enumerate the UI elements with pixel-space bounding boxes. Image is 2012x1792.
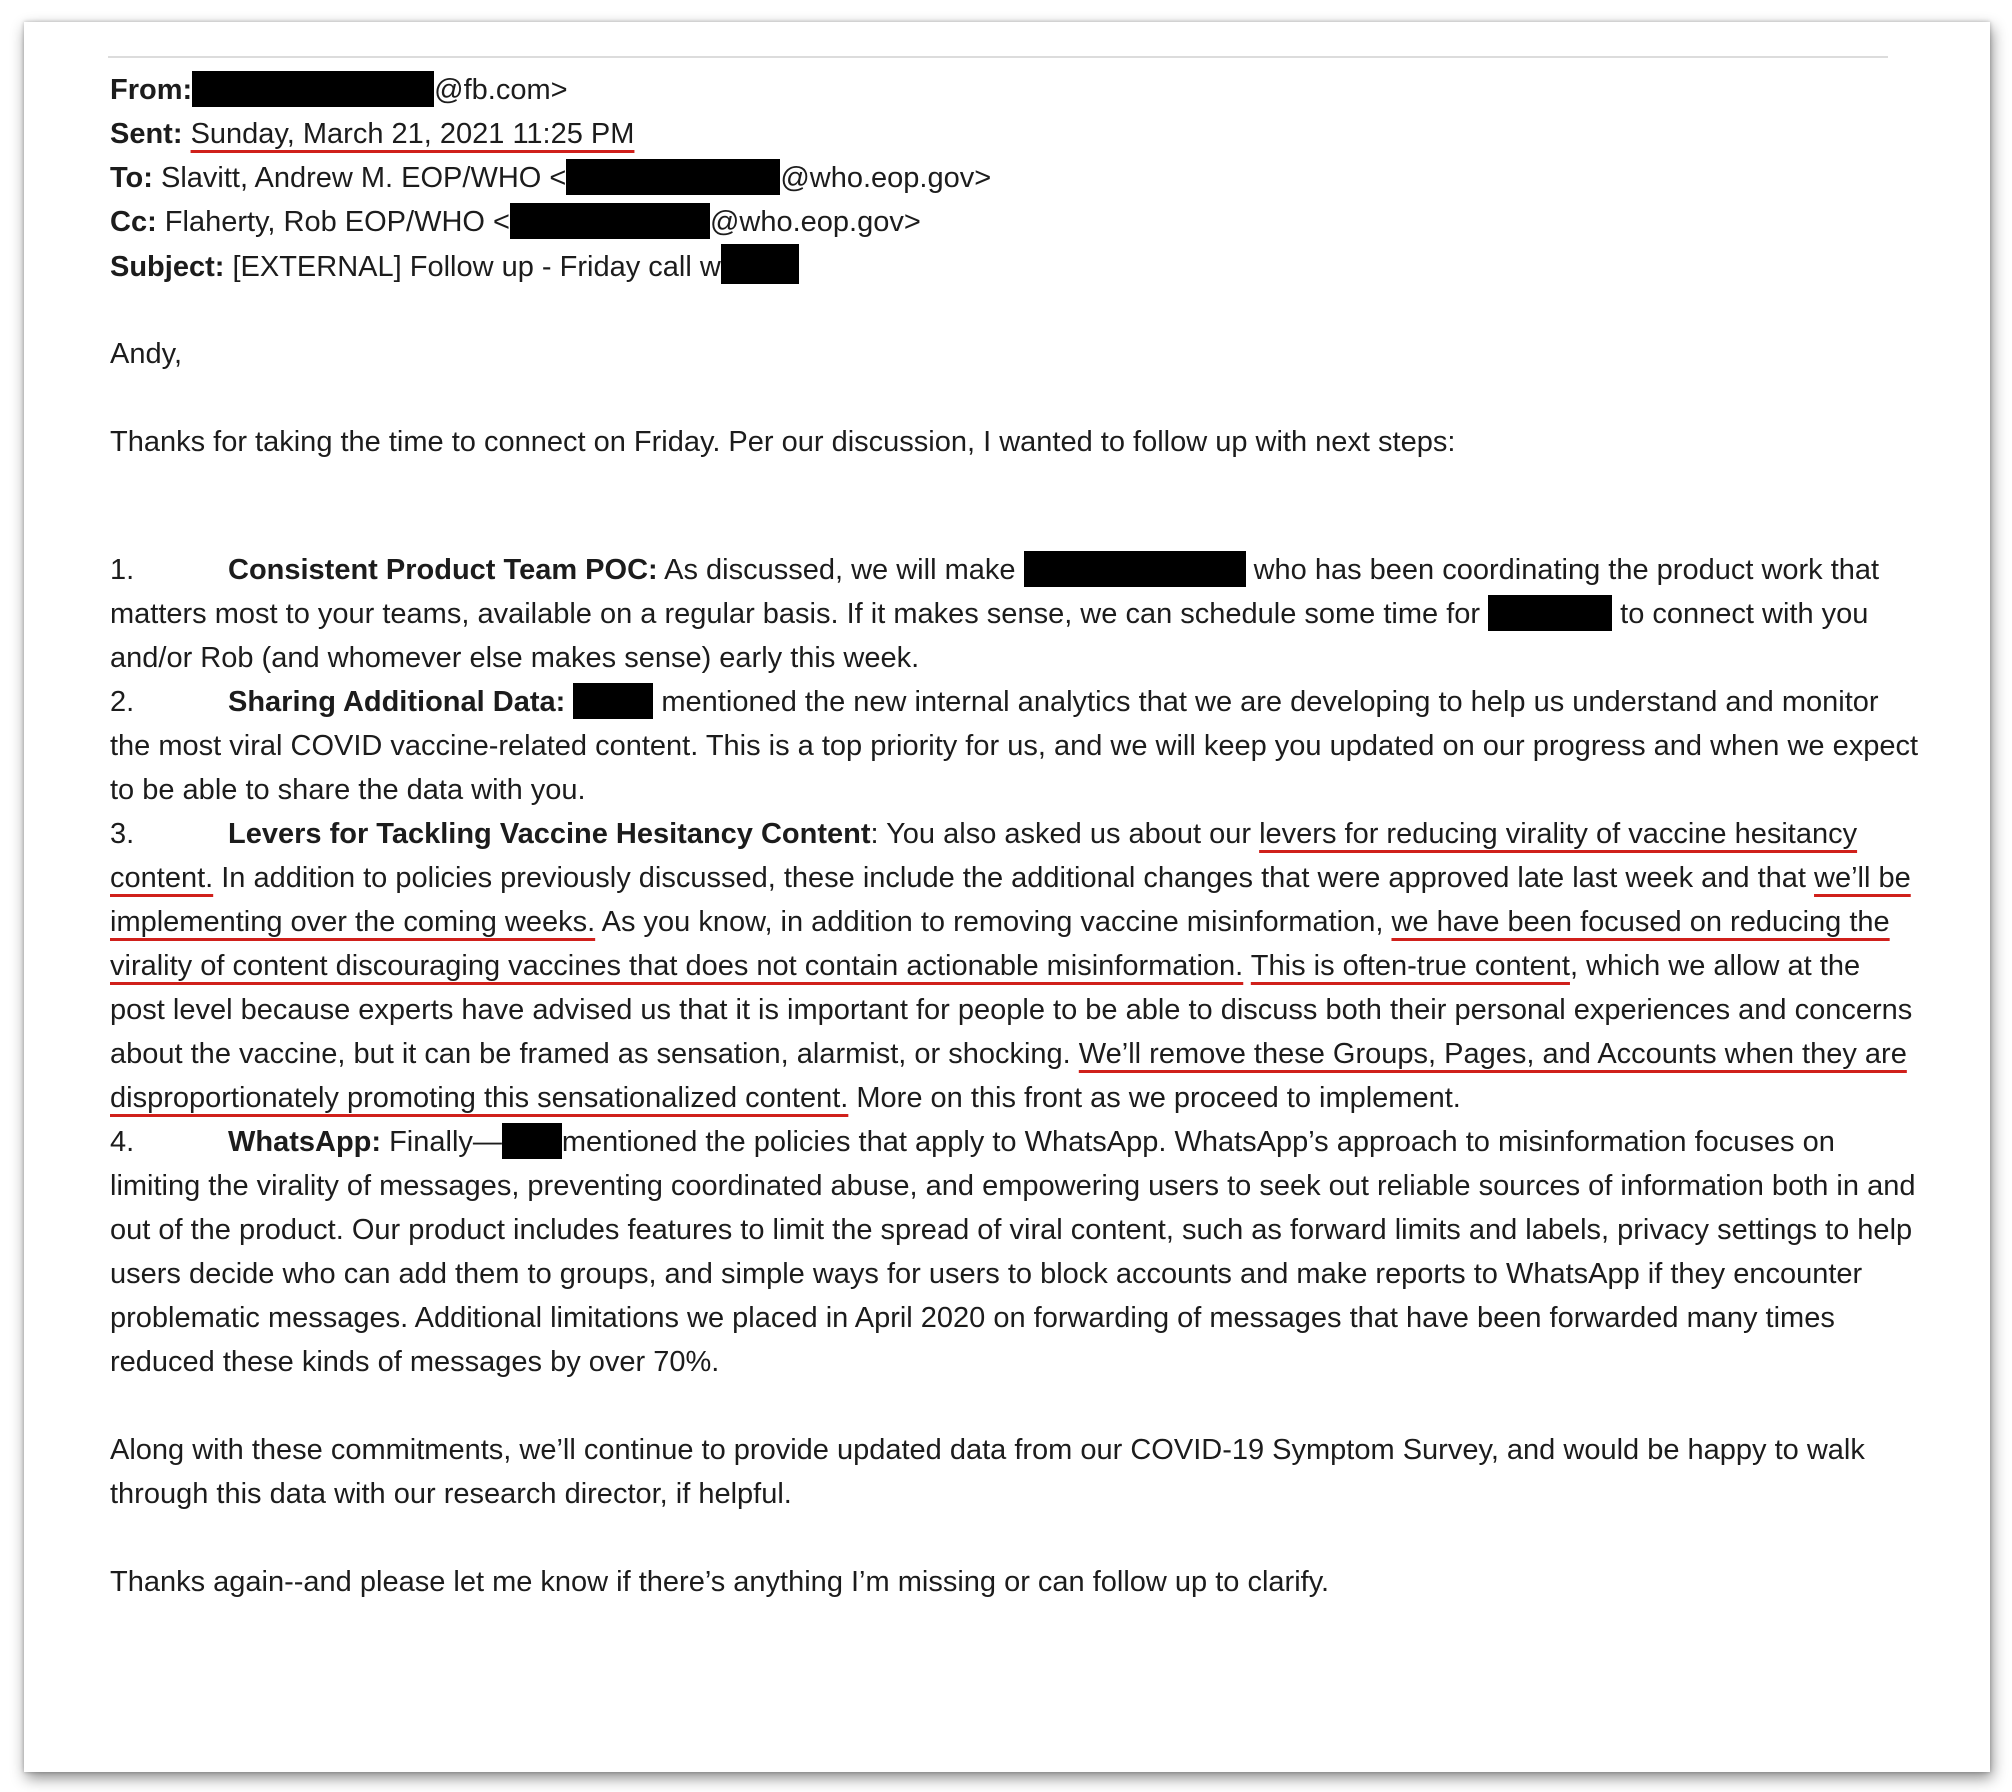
redaction-box [192, 71, 434, 107]
item-title: Levers for Tackling Vaccine Hesitancy Content [228, 818, 871, 850]
redaction-box [721, 244, 799, 284]
top-divider [108, 56, 1888, 58]
item-number: 2. [110, 686, 135, 718]
from-label: From: [110, 74, 193, 106]
email-printout [24, 22, 1990, 1772]
item-text: mentioned the new internal analytics that we are developing to help us understand and monitor the most viral COVID vaccine-related content. This is a top priority for us, and we will keep you updated on our progress and when we expect to be able to share the data with you. [110, 686, 1919, 806]
subject-value: [EXTERNAL] Follow up - Friday call w [232, 251, 721, 283]
email-body [110, 68, 1920, 1604]
cc-domain: @who.eop.gov> [709, 206, 921, 238]
closing-paragraph: Along with these commitments, we’ll continue to provide updated data from our COVID-19 Symptom Survey, and would be happy to walk through this data with our research director, if helpful. [110, 1434, 1865, 1510]
to-name: Slavitt, Andrew M. EOP/WHO < [161, 162, 567, 194]
item-title: Consistent Product Team POC: [228, 554, 658, 586]
redaction-box [573, 683, 653, 719]
item-number: 4. [110, 1126, 135, 1158]
underlined-phrase: we’ll be implementing over the coming weeks. [110, 862, 1911, 938]
redaction-box [1024, 551, 1246, 587]
underlined-phrase: levers for reducing virality of vaccine hesitancy content. [110, 818, 1858, 894]
item-text: : You also asked us about our [870, 818, 1260, 850]
redaction-box [1488, 595, 1612, 631]
cc-name: Flaherty, Rob EOP/WHO < [164, 206, 510, 238]
list-item-whatsapp [110, 1120, 1920, 1384]
item-text: who has been coordinating the product work that matters most to your teams, available on a regular basis. If it makes sense, we can schedule some time for [110, 554, 1880, 630]
item-text: In addition to policies previously discussed, these include the additional changes that were approved late last week and that [213, 862, 1815, 894]
item-text: to connect with you and/or Rob (and whomever else makes sense) early this week. [110, 598, 1869, 674]
cc-label: Cc: [110, 206, 157, 238]
intro-paragraph: Thanks for taking the time to connect on Friday. Per our discussion, I wanted to follow up with next steps: [110, 426, 1456, 458]
item-number: 3. [110, 818, 135, 850]
list-item-levers [110, 812, 1920, 1120]
item-text: mentioned the policies that apply to WhatsApp. WhatsApp’s approach to misinformation focuses on limiting the virality of messages, preventing coordinated abuse, and empowering users to seek out reliable sources of information both in and out of the product. Our product includes features to limit the spread of viral content, such as forward limits and labels, privacy settings to help users decide who can add them to groups, and simple ways for users to block accounts and make reports to WhatsApp if they encounter problematic messages. Additional limitations we placed in April 2020 on forwarding of messages that have been forwarded many times reduced these kinds of messages by over 70%. [110, 1126, 1916, 1378]
underlined-phrase: We’ll remove these Groups, Pages, and Accounts when they are disproportionately promoting this sensationalized content. [110, 1038, 1907, 1114]
to-line [110, 156, 1920, 200]
underlined-phrase: This is often-true content [1250, 950, 1570, 982]
cc-line [110, 200, 1920, 244]
list-item-data [110, 680, 1920, 812]
subject-label: Subject: [110, 251, 225, 283]
list-item-poc [110, 548, 1920, 680]
greeting: Andy, [110, 338, 183, 370]
from-line [110, 68, 1920, 112]
redaction-box [502, 1123, 562, 1159]
item-title: WhatsApp: [228, 1126, 382, 1158]
item-text: More on this front as we proceed to implement. [848, 1082, 1461, 1114]
item-text: As you know, in addition to removing vaccine misinformation, [595, 906, 1392, 938]
subject-line [110, 244, 1920, 288]
to-domain: @who.eop.gov> [780, 162, 992, 194]
item-text: Finally— [381, 1126, 502, 1158]
item-text: , which we allow at the post level because experts have advised us that it is important for people to be able to discuss both their personal experiences and concerns about the vaccine, but it can be framed as sensation, alarmist, or shocking. [110, 950, 1913, 1070]
item-text: As discussed, we will make [657, 554, 1024, 586]
sent-line [110, 112, 1920, 156]
redaction-box [566, 159, 780, 195]
item-number: 1. [110, 554, 135, 586]
to-label: To: [110, 162, 153, 194]
signoff-paragraph: Thanks again--and please let me know if there’s anything I’m missing or can follow up to clarify. [110, 1566, 1330, 1598]
item-title: Sharing Additional Data: [228, 686, 566, 718]
next-steps-list [110, 548, 1920, 1384]
item-text [1243, 950, 1251, 982]
redaction-box [510, 203, 710, 239]
sent-label: Sent: [110, 118, 183, 150]
from-domain: @fb.com> [434, 74, 568, 106]
underlined-phrase: we have been focused on reducing the virality of content discouraging vaccines that does not contain actionable misinformation. [110, 906, 1890, 982]
sent-value: Sunday, March 21, 2021 11:25 PM [190, 118, 635, 150]
